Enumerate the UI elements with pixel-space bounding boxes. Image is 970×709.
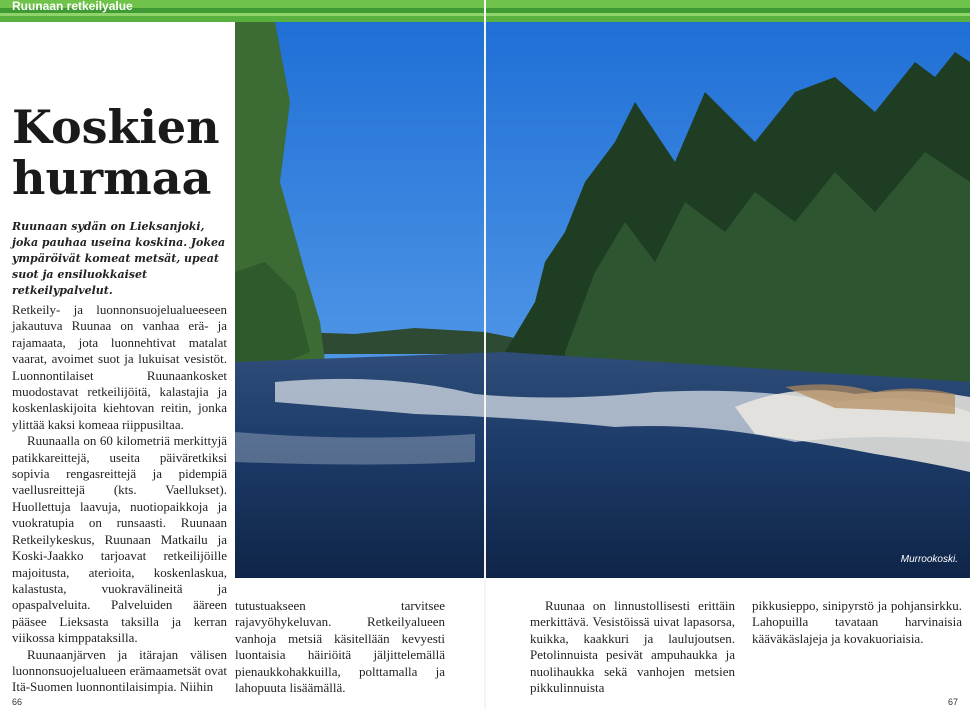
page-number-right: 67 [947, 697, 958, 707]
body-paragraph-4: tutustuakseen tarvitsee rajavyöhykeluvan. Retkeilyalueen vanhoja metsiä käsitellään kevyesti luontaisia häiriöitä jäljittelemällä pienaukkohakkuilla, polttamalla ja lahopuuta lisäämällä. [235, 598, 445, 696]
section-title: Ruunaan retkeilyalue [12, 0, 133, 13]
photo-caption: Murrookoski. [900, 554, 958, 565]
rapids-illustration [235, 22, 970, 578]
article-title [12, 102, 220, 204]
body-paragraph-3: Ruunaanjärven ja itärajan välisen luonnonsuojelualueen erämaametsät ovat Itä-Suomen luonnontilaisimpia. Niihin [12, 646, 227, 695]
article-title-line1: Koskien [12, 100, 220, 154]
body-column-right-2 [752, 598, 962, 647]
body-paragraph-1: Retkeily- ja luonnonsuojelualueeseen jakautuva Ruunaa on vanhaa erä- ja rajamaata, jota luonnehtivat matalat vaarat, avoimet suot ja lukuisat vesistöt. Luonnontilaiset Ruunaankosket muodostavat retkeilijöitä, kalastajia ja koskenlaskijoita kiehtovan reitin, jonka ylittää kaksi komeaa riippusiltaa. [12, 302, 227, 432]
body-paragraph-5: Ruunaa on linnustollisesti erittäin merkittävä. Vesistöissä uivat lapasorsa, kuikka, kaakkuri ja laulujoutsen. Petolinnuista pesivät ampuhaukka ja nuolihaukka sekä vanhojen metsien pikkulinnuista [530, 598, 735, 696]
rapids-photo [235, 22, 970, 578]
page-spine [484, 0, 486, 709]
body-column-right-1 [530, 598, 735, 696]
body-column-left [12, 302, 227, 696]
page-number-left: 66 [12, 697, 23, 707]
body-paragraph-2: Ruunaalla on 60 kilometriä merkittyjä patikkareittejä, useita päiväretkiksi sopivia rengasreittejä ja pidempiä vaellusreittejä (kts. Vaellukset). Huollettuja laavuja, nuotiopaikkoja ja vuokratupia on runsaasti. Ruunaan Retkeilykeskus, Ruunaan Matkailu ja Koski-Jaakko tarjoavat retkeilijöille majoitusta, aterioita, koskenlaskua, kalastusta, vuokravälineitä ja opaspalveluita. Palveluiden ääreen pääsee Lieksasta taksilla ja kerran viikossa kimppataksilla. [12, 433, 227, 646]
body-column-middle [235, 598, 445, 696]
article-title-line2: hurmaa [12, 151, 212, 205]
body-paragraph-6: pikkusieppo, sinipyrstö ja pohjansirkku. Lahopuilla tavataan harvinaisia kääväkäslajeja ja kovakuoriaisia. [752, 598, 962, 646]
article-lead: Ruunaan sydän on Lieksanjoki, joka pauhaa useina koskina. Jokea ympäröivät komeat metsät, upeat suot ja ensiluokkaiset retkeilypalvelut. [12, 220, 226, 297]
